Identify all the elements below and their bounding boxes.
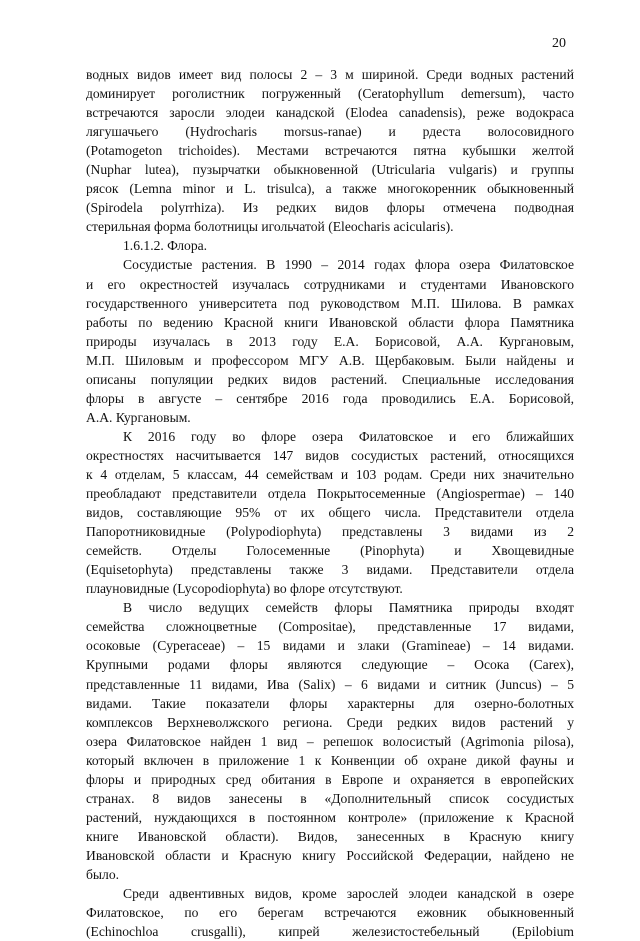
text-line: растений, нуждающихся в постоянном контроле» (приложение к Красной bbox=[86, 809, 574, 825]
body-text bbox=[86, 65, 574, 941]
text-line: представленные 11 видами, Ива (Salix) – 6 видами и ситник (Juncus) – 5 bbox=[86, 676, 574, 692]
text-line: (Echinochloa crusgalli), кипрей железистостебельный (Epilobium bbox=[86, 924, 574, 940]
text-line: А.А. Кургановым. bbox=[86, 409, 191, 425]
text-line: странах. 8 видов занесены в «Дополнительный список сосудистых bbox=[86, 790, 574, 806]
text-line: доминирует роголистник погруженный (Ceratophyllum demersum), часто bbox=[86, 86, 574, 102]
text-line: видами. Такие показатели флоры характерны для озерно-болотных bbox=[86, 695, 574, 711]
text-line: который включен в приложение 1 к Конвенции об охране дикой фауны и bbox=[86, 752, 574, 768]
text-line: (Equisetophyta) представлены также 3 видами. Представители отдела bbox=[86, 562, 574, 578]
text-line: семейства сложноцветные (Compositae), представленные 17 видами, bbox=[86, 619, 574, 635]
text-line: видов, составляющие 95% от их общего числа. Представители отдела bbox=[86, 505, 574, 521]
text-line: комплексов Верхневолжского региона. Среди редких видов растений у bbox=[86, 714, 574, 730]
text-line: преобладают представители отдела Покрытосеменные (Angiospermae) – 140 bbox=[86, 486, 574, 502]
section-heading: 1.6.1.2. Флора. bbox=[123, 238, 208, 254]
text-line: Папоротниковидные (Polypodiophyta) представлены 3 видами из 2 bbox=[86, 524, 574, 540]
text-line: лягушачьего (Hydrocharis morsus-ranae) и рдеста волосовидного bbox=[86, 124, 574, 140]
text-line: К 2016 году во флоре озера Филатовское и его ближайших bbox=[123, 428, 574, 444]
page-number: 20 bbox=[552, 36, 566, 51]
text-line: Среди адвентивных видов, кроме зарослей элодеи канадской в озере bbox=[123, 886, 574, 902]
text-line: осоковые (Cyperaceae) – 15 видами и злаки (Gramineae) – 14 видами. bbox=[86, 638, 574, 654]
text-line: окрестностях насчитывается 147 видов сосудистых растений, относящихся bbox=[86, 447, 574, 463]
text-line: водных видов имеет вид полосы 2 – 3 м шириной. Среди водных растений bbox=[86, 67, 574, 82]
text-line: к 4 отделам, 5 классам, 44 семействам и 103 родам. Среди них значительно bbox=[86, 466, 574, 482]
text-line: государственного университета под руководством М.П. Шилова. В рамках bbox=[86, 295, 574, 311]
text-line: флоры и природных сред обитания в Европе и охраняется в европейских bbox=[86, 771, 574, 787]
text-line: Ивановской области и Красную книгу Российской Федерации, найдено не bbox=[86, 847, 574, 863]
text-line: В число ведущих семейств флоры Памятника природы входят bbox=[123, 600, 574, 616]
text-line: плауновидные (Lycopodiophyta) во флоре отсутствуют. bbox=[86, 581, 403, 597]
text-line: природы изучалась в 2013 году Е.А. Борисовой, А.А. Кургановым, bbox=[86, 333, 574, 349]
text-line: работы по ведению Красной книги Ивановской области флора Памятника bbox=[86, 314, 574, 330]
text-line: Крупными родами флоры являются следующие – Осока (Carex), bbox=[86, 657, 574, 673]
text-line: (Nuphar lutea), пузырчатки обыкновенной (Utricularia vulgaris) и группы bbox=[86, 162, 574, 178]
text-line: и его окрестностей изучалась сотрудниками и студентами Ивановского bbox=[86, 276, 574, 292]
text-line: флоры в августе – сентябре 2016 года проводились Е.А. Борисовой, bbox=[86, 390, 574, 406]
text-line: озера Филатовское найден 1 вид – репешок волосистый (Agrimonia pilosa), bbox=[86, 733, 574, 749]
text-line: Филатовское, по его берегам встречаются ежовник обыкновенный bbox=[86, 905, 574, 921]
text-line: семейств. Отделы Голосеменные (Pinophyta) и Хвощевидные bbox=[86, 543, 574, 559]
text-line: книге Ивановской области). Видов, занесенных в Красную книгу bbox=[86, 828, 574, 844]
text-line: встречаются заросли элодеи канадской (Elodea canadensis), реже водокраса bbox=[86, 105, 574, 121]
text-line: М.П. Шиловым и профессором МГУ А.В. Щербаковым. Были найдены и bbox=[86, 352, 574, 368]
text-line: (Potamogeton trichoides). Местами встречаются пятна кубышки желтой bbox=[86, 143, 574, 159]
text-line: рясок (Lemna minor и L. trisulca), а также многокоренник обыкновенный bbox=[86, 181, 574, 197]
text-line: стерильная форма болотницы игольчатой (Eleocharis acicularis). bbox=[86, 219, 454, 235]
text-line: (Spirodela polyrrhiza). Из редких видов флоры отмечена подводная bbox=[86, 200, 574, 216]
text-line: описаны популяции редких видов растений. Специальные исследования bbox=[86, 371, 574, 387]
text-line: было. bbox=[86, 866, 120, 882]
text-line: Сосудистые растения. В 1990 – 2014 годах флора озера Филатовское bbox=[123, 257, 574, 273]
